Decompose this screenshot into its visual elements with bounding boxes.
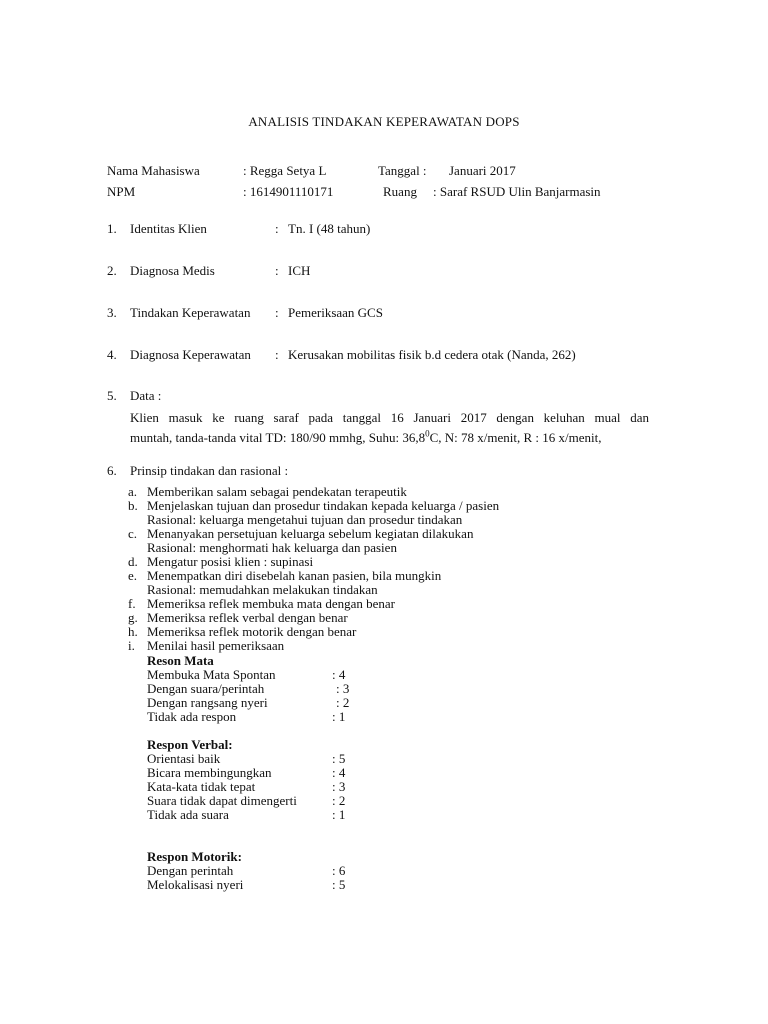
gcs-item-score: : 6 (332, 863, 346, 878)
data-line-2 (130, 428, 649, 448)
gcs-item-score: : 5 (332, 751, 346, 766)
gcs-item-score: : 1 (332, 807, 346, 822)
step-rationale: Rasional: keluarga mengetahui tujuan dan prosedur tindakan (147, 512, 463, 527)
section-label: Identitas Klien (130, 221, 207, 236)
gcs-item-score: : 4 (332, 667, 346, 682)
gcs-item-score: : 4 (332, 765, 346, 780)
section-label: Data : (130, 388, 162, 403)
step-letter: b. (128, 498, 138, 513)
step-text: Mengatur posisi klien : supinasi (147, 554, 314, 569)
gcs-item-score: : 3 (336, 681, 350, 696)
section-value: Pemeriksaan GCS (288, 305, 383, 320)
section-number: 6. (107, 463, 117, 478)
section-separator: : (275, 347, 279, 362)
gcs-heading-motorik: Respon Motorik: (147, 849, 242, 864)
gcs-item-label: Orientasi baik (147, 751, 221, 766)
tanggal-value: Januari 2017 (449, 163, 516, 178)
step-letter: e. (128, 568, 138, 583)
step-text: Memeriksa reflek membuka mata dengan benar (147, 596, 395, 611)
section-label: Diagnosa Keperawatan (130, 347, 251, 362)
gcs-item-score: : 1 (332, 709, 346, 724)
step-rationale: Rasional: menghormati hak keluarga dan pasien (147, 540, 397, 555)
section-value: Kerusakan mobilitas fisik b.d cedera otak (Nanda, 262) (288, 347, 576, 362)
data-line-1: Klien masuk ke ruang saraf pada tanggal 16 Januari 2017 dengan keluhan mual dan (130, 410, 649, 425)
document-title: ANALISIS TINDAKAN KEPERAWATAN DOPS (248, 114, 520, 129)
gcs-item-label: Suara tidak dapat dimengerti (147, 793, 297, 808)
step-letter: c. (128, 526, 138, 541)
step-letter: i. (128, 638, 135, 653)
npm-label: NPM (107, 184, 136, 199)
step-text: Memeriksa reflek verbal dengan benar (147, 610, 348, 625)
gcs-item-label: Dengan suara/perintah (147, 681, 265, 696)
gcs-item-label: Bicara membingungkan (147, 765, 272, 780)
gcs-heading-verbal: Respon Verbal: (147, 737, 233, 752)
step-text: Menjelaskan tujuan dan prosedur tindakan kepada keluarga / pasien (147, 498, 500, 513)
gcs-heading-mata: Reson Mata (147, 653, 214, 668)
nama-label: Nama Mahasiswa (107, 163, 200, 178)
gcs-item-label: Kata-kata tidak tepat (147, 779, 256, 794)
npm-value: : 1614901110171 (243, 184, 334, 199)
gcs-item-label: Dengan rangsang nyeri (147, 695, 268, 710)
section-separator: : (275, 221, 279, 236)
step-rationale: Rasional: memudahkan melakukan tindakan (147, 582, 378, 597)
step-letter: d. (128, 554, 138, 569)
data-line-2-rest: C, N: 78 x/menit, R : 16 x/menit, (429, 430, 602, 445)
gcs-item-label: Tidak ada suara (147, 807, 229, 822)
step-text: Menilai hasil pemeriksaan (147, 638, 285, 653)
section-number: 5. (107, 388, 117, 403)
section-label: Tindakan Keperawatan (130, 305, 251, 320)
step-text: Menempatkan diri disebelah kanan pasien, bila mungkin (147, 568, 442, 583)
section-label: Prinsip tindakan dan rasional : (130, 463, 289, 478)
section-value: Tn. I (48 tahun) (288, 221, 371, 236)
gcs-item-label: Tidak ada respon (147, 709, 237, 724)
gcs-item-score: : 5 (332, 877, 346, 892)
step-text: Menanyakan persetujuan keluarga sebelum kegiatan dilakukan (147, 526, 474, 541)
step-letter: a. (128, 484, 138, 499)
section-separator: : (275, 263, 279, 278)
ruang-label: Ruang (383, 184, 417, 199)
gcs-item-score: : 2 (336, 695, 350, 710)
gcs-item-score: : 2 (332, 793, 346, 808)
gcs-item-label: Melokalisasi nyeri (147, 877, 244, 892)
ruang-value: : Saraf RSUD Ulin Banjarmasin (433, 184, 601, 199)
section-number: 3. (107, 305, 117, 320)
step-letter: f. (128, 596, 136, 611)
nama-value: : Regga Setya L (243, 163, 327, 178)
gcs-item-label: Dengan perintah (147, 863, 234, 878)
tanggal-label: Tanggal : (378, 163, 427, 178)
data-paragraph (130, 408, 649, 448)
degree-superscript: 0 (425, 428, 430, 439)
gcs-item-label: Membuka Mata Spontan (147, 667, 276, 682)
step-text: Memeriksa reflek motorik dengan benar (147, 624, 357, 639)
section-number: 1. (107, 221, 117, 236)
step-letter: h. (128, 624, 138, 639)
section-number: 2. (107, 263, 117, 278)
data-line-2-text: muntah, tanda-tanda vital TD: 180/90 mmhg, Suhu: 36,8 (130, 430, 426, 445)
gcs-item-score: : 3 (332, 779, 346, 794)
section-label: Diagnosa Medis (130, 263, 215, 278)
section-value: ICH (288, 263, 311, 278)
step-text: Memberikan salam sebagai pendekatan terapeutik (147, 484, 407, 499)
section-number: 4. (107, 347, 117, 362)
section-separator: : (275, 305, 279, 320)
step-letter: g. (128, 610, 138, 625)
